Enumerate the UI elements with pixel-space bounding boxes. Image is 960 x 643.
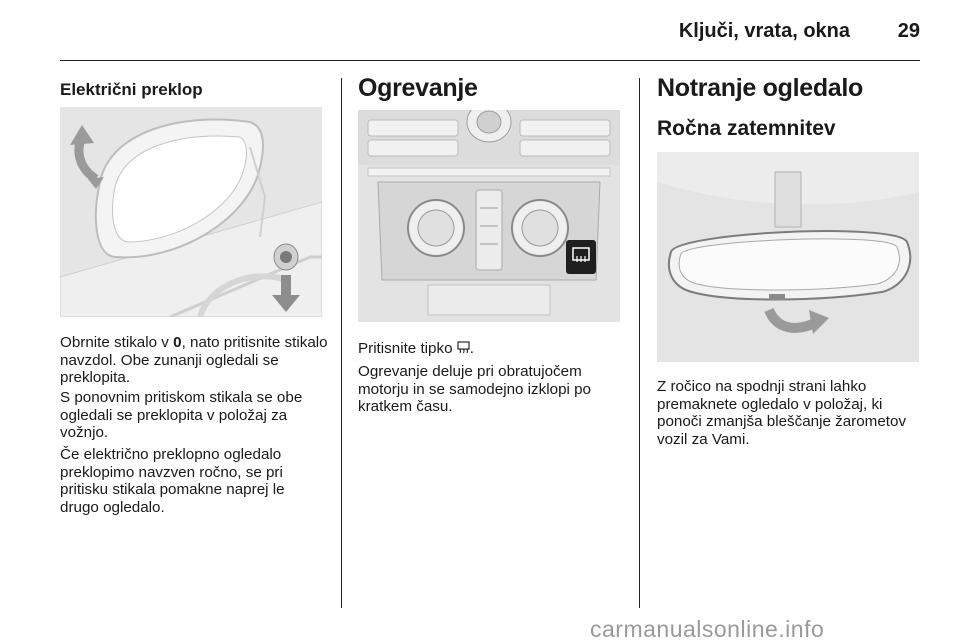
- section-interior-mirror: [657, 72, 920, 141]
- column-divider-2: [639, 78, 640, 608]
- section-heading-electric-fold: Električni preklop: [60, 80, 203, 99]
- col1-paragraph-3: Če električno preklopno ogledalo preklopimo navzven ročno, se pri pritisku stikala pomakne naprej le drugo ogledalo.: [60, 446, 285, 516]
- mirror-switch-illustration: [60, 107, 322, 317]
- column-divider-1: [341, 78, 342, 608]
- page-header-title: Ključi, vrata, okna: [678, 20, 850, 42]
- rear-window-heating-icon: [457, 341, 470, 360]
- switch-position-zero: 0: [173, 334, 182, 351]
- section-heading-interior-mirror: Notranje ogledalo: [657, 74, 864, 102]
- subsection-heading-manual-dimming: Ročna zatemnitev: [657, 117, 836, 140]
- col3-paragraph-1: Z ročico na spodnji strani lahko premaknete ogledalo v položaj, ki ponoči zmanjša bleščanje žarometov vozil za Vami.: [657, 378, 907, 448]
- section-electric-fold: [60, 72, 325, 100]
- col1-paragraph-1: Obrnite stikalo v 0, nato pritisnite stikalo navzdol. Obe zunanji ogledali se preklopita.: [60, 334, 328, 386]
- climate-control-illustration: [358, 110, 620, 322]
- page-number: 29: [897, 20, 920, 42]
- col1-paragraph-2: S ponovnim pritiskom stikala se obe ogledali se preklopita v položaj za vožnjo.: [60, 389, 303, 441]
- rearview-mirror-illustration: [657, 152, 919, 362]
- watermark: carmanualsonline.info: [590, 616, 825, 642]
- section-heating: [358, 72, 620, 103]
- section-heading-heating: Ogrevanje: [358, 74, 478, 102]
- col2-paragraph-2: Ogrevanje deluje pri obratujočem motorju in se samodejno izklopi po kratkem času.: [358, 363, 591, 415]
- col2-paragraph-1: Pritisnite tipko .: [358, 340, 620, 360]
- header-divider: [60, 60, 920, 61]
